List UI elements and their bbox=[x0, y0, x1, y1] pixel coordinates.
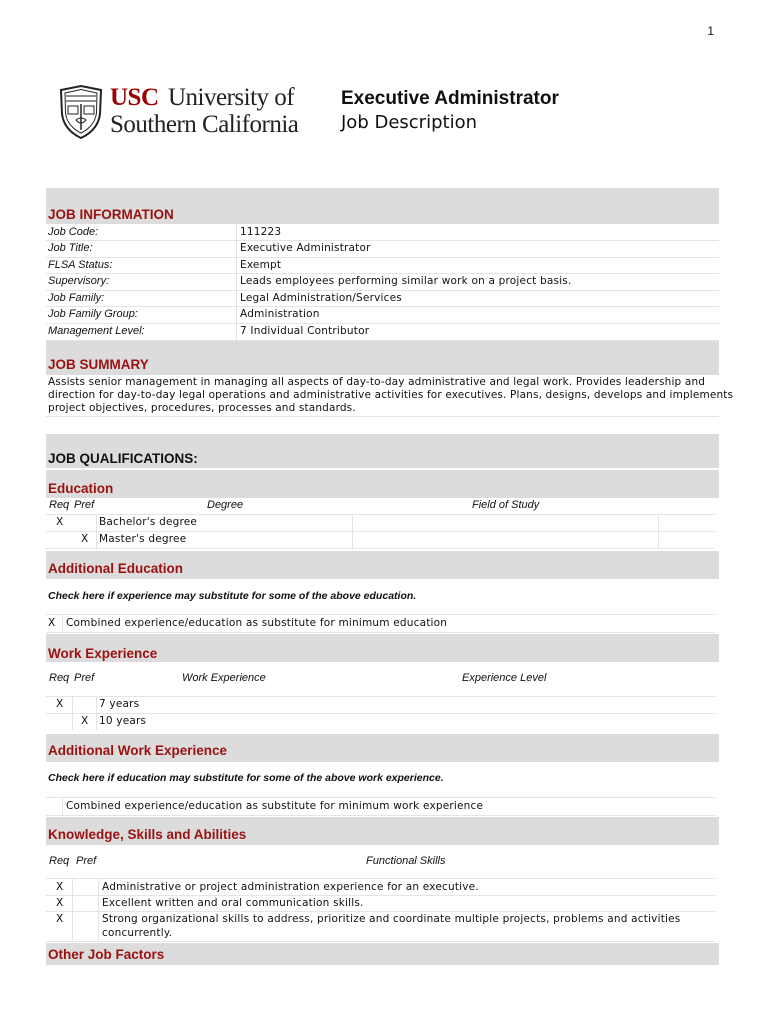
row-divider bbox=[46, 548, 715, 549]
work-experience-heading: Work Experience bbox=[48, 646, 158, 661]
additional-education-checkbox-mark[interactable]: X bbox=[48, 617, 56, 629]
management-level-value: 7 Individual Contributor bbox=[240, 325, 370, 337]
job-code-value: 111223 bbox=[240, 226, 282, 238]
work-row-2-value: 10 years bbox=[99, 715, 147, 727]
work-col-experience: Work Experience bbox=[182, 672, 266, 684]
row-divider bbox=[46, 696, 715, 697]
additional-work-heading: Additional Work Experience bbox=[48, 743, 228, 758]
row-divider bbox=[46, 878, 715, 879]
ksa-row-2-text: Excellent written and oral communication skills. bbox=[102, 897, 364, 909]
job-summary-line-3: project objectives, procedures, processes and standards. bbox=[48, 402, 356, 414]
ksa-row-1-req: X bbox=[56, 881, 64, 893]
education-row-2-pref: X bbox=[81, 533, 89, 545]
row-divider bbox=[46, 273, 719, 274]
row-divider bbox=[46, 632, 715, 633]
column-divider bbox=[62, 797, 63, 815]
supervisory-value: Leads employees performing similar work on a project basis. bbox=[240, 275, 572, 287]
job-summary-heading: JOB SUMMARY bbox=[48, 357, 149, 372]
row-divider bbox=[46, 531, 715, 532]
education-row-2-degree: Master's degree bbox=[99, 533, 187, 545]
section-divider bbox=[46, 416, 719, 417]
job-summary-line-2: direction for day-to-day legal operations and administrative activities for executives. Plans, designs, develops and implements bbox=[48, 389, 734, 401]
other-job-factors-heading: Other Job Factors bbox=[48, 947, 165, 962]
column-divider bbox=[72, 878, 73, 941]
row-divider bbox=[46, 713, 715, 714]
ksa-row-1-text: Administrative or project administration experience for an executive. bbox=[102, 881, 479, 893]
education-col-degree: Degree bbox=[207, 499, 244, 511]
ksa-col-pref: Pref bbox=[76, 855, 97, 867]
work-col-level: Experience Level bbox=[462, 672, 547, 684]
page-number: 1 bbox=[707, 24, 714, 38]
job-family-group-value: Administration bbox=[240, 308, 320, 320]
job-title-value: Executive Administrator bbox=[240, 242, 371, 254]
additional-education-heading: Additional Education bbox=[48, 561, 183, 576]
education-header-band bbox=[46, 470, 719, 498]
row-divider bbox=[46, 895, 715, 896]
flsa-status-value: Exempt bbox=[240, 259, 282, 271]
job-family-label: Job Family: bbox=[48, 292, 105, 304]
work-col-req: Req bbox=[49, 672, 70, 684]
ksa-heading: Knowledge, Skills and Abilities bbox=[48, 827, 247, 842]
row-divider bbox=[46, 514, 715, 515]
document-subtitle: Job Description bbox=[341, 112, 477, 133]
job-information-heading: JOB INFORMATION bbox=[48, 207, 174, 222]
work-row-1-req: X bbox=[56, 698, 64, 710]
education-col-field: Field of Study bbox=[472, 499, 540, 511]
ksa-row-3-text-line-1: Strong organizational skills to address, prioritize and coordinate multiple projects, problems and activities bbox=[102, 913, 681, 925]
row-divider bbox=[46, 911, 715, 912]
additional-education-note: Check here if experience may substitute for some of the above education. bbox=[48, 590, 417, 602]
additional-education-text: Combined experience/education as substitute for minimum education bbox=[66, 617, 448, 629]
additional-work-text: Combined experience/education as substitute for minimum work experience bbox=[66, 800, 484, 812]
logo-university-text: University of bbox=[168, 84, 295, 111]
education-col-pref: Pref bbox=[74, 499, 95, 511]
ksa-row-3-text-line-2: concurrently. bbox=[102, 927, 173, 939]
flsa-status-label: FLSA Status: bbox=[48, 259, 113, 271]
row-divider bbox=[46, 290, 719, 291]
usc-logo bbox=[58, 84, 330, 140]
job-family-group-label: Job Family Group: bbox=[48, 308, 138, 320]
document-title: Executive Administrator bbox=[341, 88, 559, 109]
logo-southern-california-text: Southern California bbox=[110, 111, 299, 138]
ksa-row-2-req: X bbox=[56, 897, 64, 909]
column-divider bbox=[236, 224, 237, 340]
logo-usc-text: USC bbox=[110, 84, 159, 111]
usc-seal-icon bbox=[58, 84, 104, 140]
work-row-2-pref: X bbox=[81, 715, 89, 727]
job-family-value: Legal Administration/Services bbox=[240, 292, 402, 304]
row-divider bbox=[46, 941, 715, 942]
management-level-label: Management Level: bbox=[48, 325, 145, 337]
additional-work-note: Check here if education may substitute for some of the above work experience. bbox=[48, 772, 444, 784]
job-code-label: Job Code: bbox=[48, 226, 99, 238]
ksa-col-functional-skills: Functional Skills bbox=[366, 855, 446, 867]
work-row-1-value: 7 years bbox=[99, 698, 140, 710]
supervisory-label: Supervisory: bbox=[48, 275, 110, 287]
education-heading: Education bbox=[48, 481, 114, 496]
row-divider bbox=[46, 797, 715, 798]
row-divider bbox=[46, 614, 715, 615]
education-col-req: Req bbox=[49, 499, 70, 511]
row-divider bbox=[46, 323, 719, 324]
column-divider bbox=[98, 878, 99, 941]
row-divider bbox=[46, 306, 719, 307]
row-divider bbox=[46, 257, 719, 258]
ksa-col-req: Req bbox=[49, 855, 70, 867]
ksa-row-3-req: X bbox=[56, 913, 64, 925]
row-divider bbox=[46, 815, 715, 816]
job-summary-line-1: Assists senior management in managing all aspects of day-to-day administrative and legal work. Provides leadership and bbox=[48, 376, 706, 388]
row-divider bbox=[46, 240, 719, 241]
job-qualifications-heading: JOB QUALIFICATIONS: bbox=[48, 451, 198, 466]
job-title-label: Job Title: bbox=[48, 242, 93, 254]
work-col-pref: Pref bbox=[74, 672, 95, 684]
column-divider bbox=[62, 614, 63, 632]
education-row-1-degree: Bachelor's degree bbox=[99, 516, 198, 528]
education-row-1-req: X bbox=[56, 516, 64, 528]
